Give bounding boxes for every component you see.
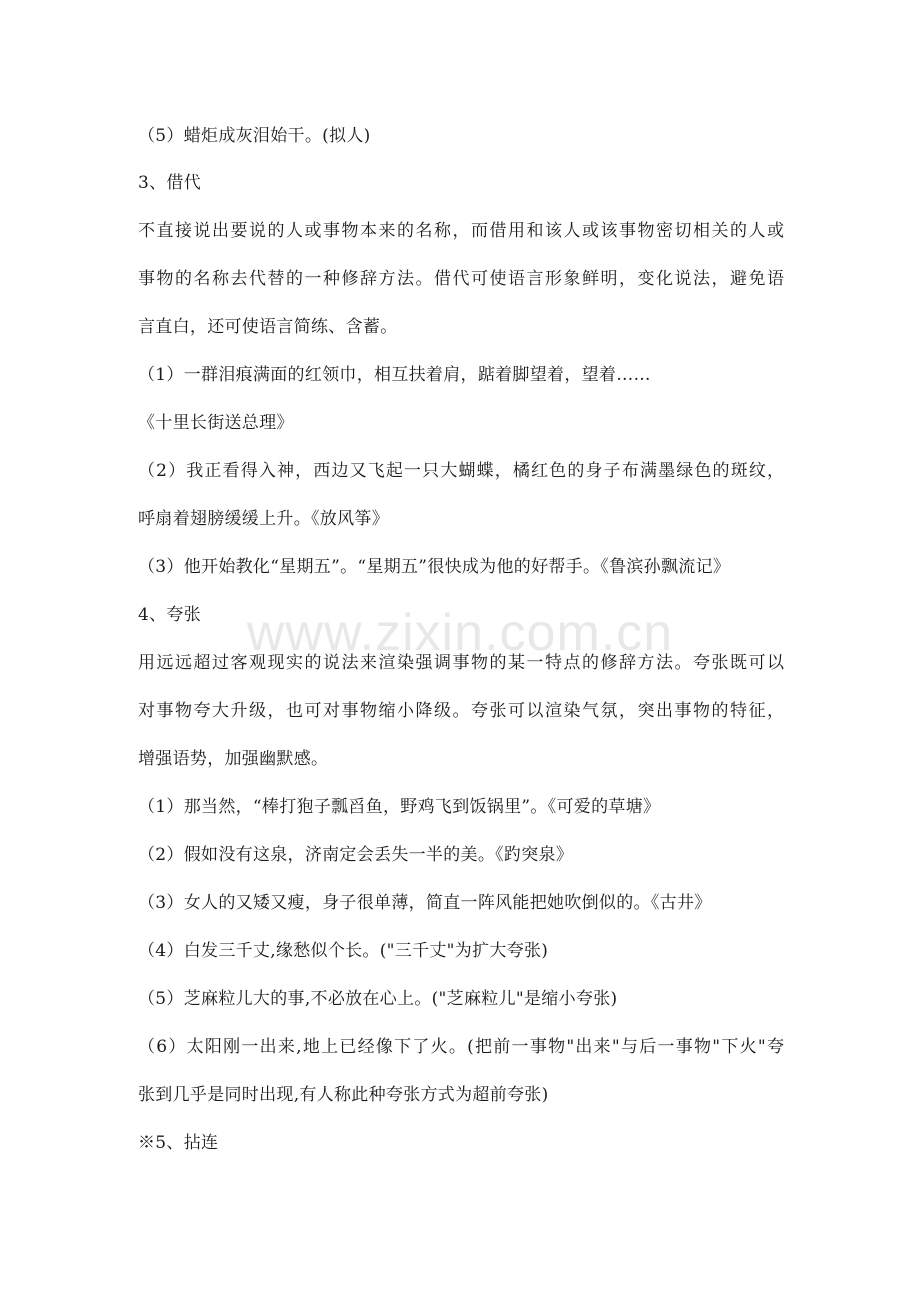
text-line: 事物的名称去代替的一种修辞方法。借代可使语言形象鲜明，变化说法，避免语 [138,269,784,289]
text-line: 不直接说出要说的人或事物本来的名称，而借用和该人或该事物密切相关的人或 [138,221,784,241]
text-line: （5）蜡炬成灰泪始干。(拟人) [138,126,371,146]
text-line: （3）女人的又矮又瘦，身子很单薄，简直一阵风能把她吹倒似的。《古井》 [138,893,712,913]
text-line: （5）芝麻粒儿大的事,不必放在心上。("芝麻粒儿"是缩小夸张) [138,989,618,1009]
text-line: 对事物夸大升级，也可对事物缩小降级。夸张可以渲染气氛，突出事物的特征， [138,701,784,721]
section-heading: 3、借代 [138,173,202,193]
text-line: 增强语势，加强幽默感。 [138,749,329,769]
text-line: （3）他开始教化“星期五”。“星期五”很快成为他的好帮手。《鲁滨孙飘流记》 [138,557,731,577]
text-line: （2）假如没有这泉，济南定会丢失一半的美。《趵突泉》 [138,845,574,865]
section-heading: ※5、拈连 [138,1133,219,1153]
text-line: 呼扇着翅膀缓缓上升。《放风筝》 [138,509,389,529]
text-line: 用远远超过客观现实的说法来渲染强调事物的某一特点的修辞方法。夸张既可以 [138,653,784,673]
text-line: （1）那当然，“棒打狍子瓢舀鱼，野鸡飞到饭锅里”。《可爱的草塘》 [138,797,661,817]
text-line: 《十里长街送总理》 [138,413,294,433]
text-line: （6）太阳刚一出来,地上已经像下了火。(把前一事物"出来"与后一事物"下火"夸 [138,1037,784,1057]
text-line: 张到几乎是同时出现,有人称此种夸张方式为超前夸张) [138,1085,549,1105]
text-line: （1）一群泪痕满面的红领巾，相互扶着肩，踮着脚望着，望着…… [138,365,651,385]
text-line: （4）白发三千丈,缘愁似个长。("三千丈"为扩大夸张) [138,941,549,961]
watermark: www.zixin.com.cn [246,604,674,662]
text-line: 言直白，还可使语言简练、含蓄。 [138,317,398,337]
section-heading: 4、夸张 [138,605,202,625]
text-line: （2）我正看得入神，西边又飞起一只大蝴蝶，橘红色的身子布满墨绿色的斑纹， [138,461,784,481]
